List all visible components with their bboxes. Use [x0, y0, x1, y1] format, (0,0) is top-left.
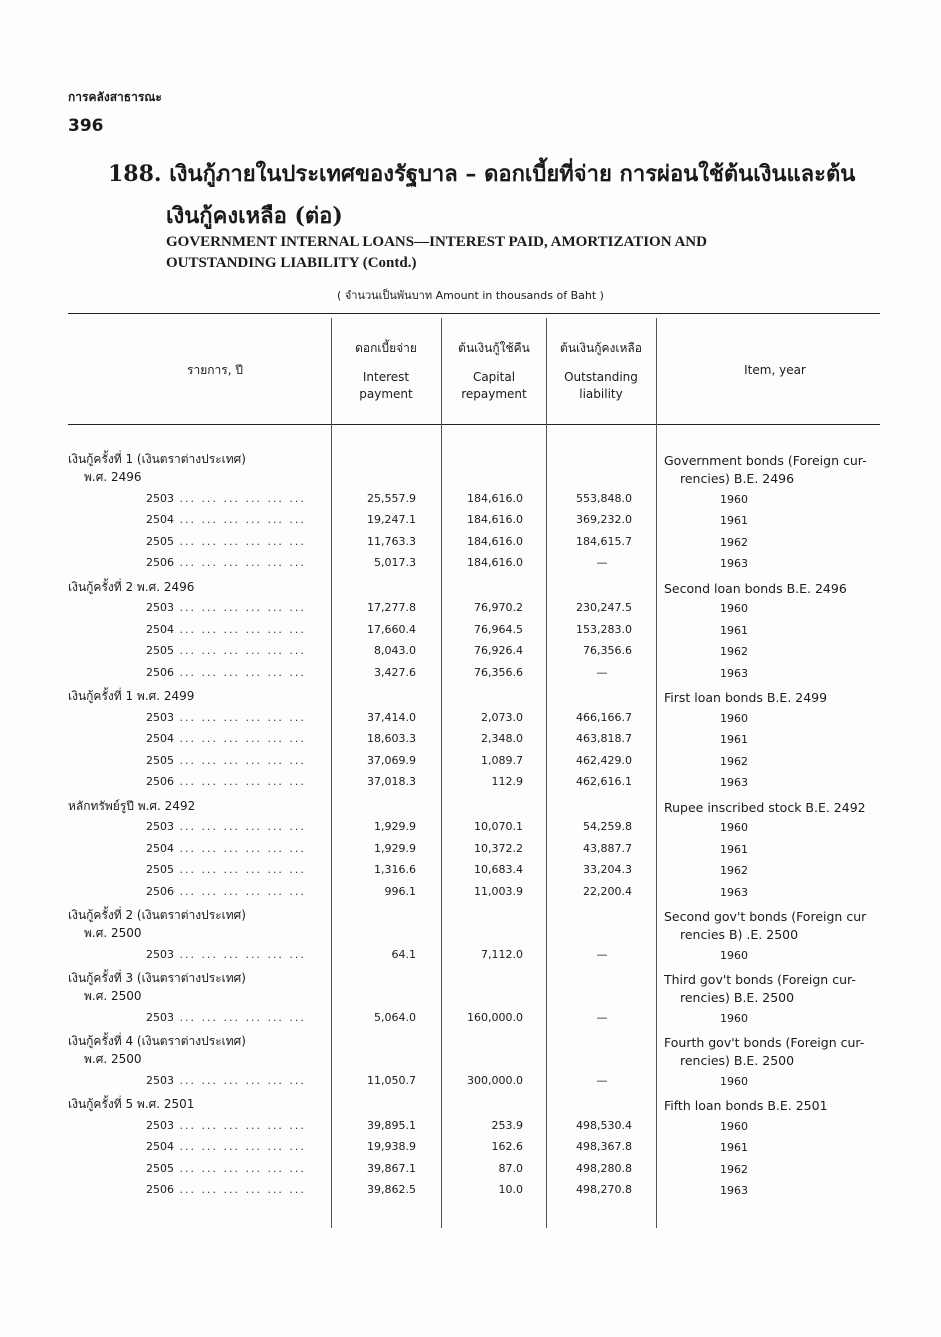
- row-year-ad: 1962: [720, 754, 748, 768]
- group-label-english: Second gov't bonds (Foreign cur: [664, 909, 867, 924]
- group-label-english: Rupee inscribed stock B.E. 2492: [664, 799, 866, 815]
- row-year-be: 2503 ... ... ... ... ... ...: [146, 820, 306, 833]
- row-year-be: 2506 ... ... ... ... ... ...: [146, 884, 306, 898]
- row-year-ad: 1961: [720, 733, 748, 746]
- row-year-ad: 1962: [720, 645, 748, 658]
- group-label-english-sub: rencies B) .E. 2500: [680, 927, 799, 942]
- cell-capital: 160,000.0: [467, 1010, 523, 1024]
- cell-capital: 2,348.0: [481, 732, 523, 745]
- cell-interest: 37,414.0: [367, 710, 416, 724]
- row-year-be: 2503 ... ... ... ... ... ...: [146, 491, 306, 505]
- table-title-thai-line2: เงินกู้คงเหลือ (ต่อ): [166, 203, 343, 229]
- cell-capital: 1,089.7: [481, 753, 523, 767]
- cell-capital: 253.9: [491, 1118, 523, 1132]
- group-label-thai-sub: พ.ศ. 2500: [84, 989, 142, 1003]
- cell-outstanding: —: [596, 665, 608, 679]
- group-label-english: Third gov't bonds (Foreign cur-: [664, 972, 856, 987]
- cell-outstanding: 153,283.0: [576, 622, 632, 636]
- cell-outstanding: 33,204.3: [583, 863, 632, 876]
- cell-outstanding: 22,200.4: [583, 884, 632, 898]
- row-year-be: 2506 ... ... ... ... ... ...: [146, 665, 306, 679]
- group-label-thai-sub: พ.ศ. 2500: [84, 1052, 142, 1066]
- dot-leader: ... ... ... ... ... ...: [174, 884, 306, 898]
- header-capital-thai: ต้นเงินกู้ใช้คืน: [458, 341, 530, 355]
- cell-interest: 64.1: [391, 947, 416, 961]
- dot-leader: ... ... ... ... ... ...: [174, 1118, 306, 1132]
- dot-leader: ... ... ... ... ... ...: [174, 665, 306, 679]
- cell-capital: 162.6: [491, 1140, 523, 1153]
- header-outstanding-english: Outstanding liability: [564, 370, 638, 401]
- group-label-thai: เงินกู้ครั้งที่ 2 (เงินตราต่างประเทศ): [68, 908, 246, 922]
- dot-leader: ... ... ... ... ... ...: [174, 1183, 306, 1196]
- row-year-ad: 1963: [720, 557, 748, 570]
- cell-interest: 37,018.3: [367, 775, 416, 788]
- cell-outstanding: 463,818.7: [576, 732, 632, 745]
- row-year-be: 2505 ... ... ... ... ... ...: [146, 863, 306, 876]
- group-label-english-sub: rencies) B.E. 2500: [680, 990, 795, 1005]
- dot-leader: ... ... ... ... ... ...: [174, 534, 306, 548]
- row-year-be: 2505 ... ... ... ... ... ...: [146, 534, 306, 548]
- group-label-thai: เงินกู้ครั้งที่ 5 พ.ศ. 2501: [68, 1097, 195, 1111]
- cell-capital: 76,926.4: [474, 644, 523, 657]
- cell-capital: 184,616.0: [467, 491, 523, 505]
- header-interest-english: Interest payment: [359, 370, 413, 401]
- row-year-be: 2505 ... ... ... ... ... ...: [146, 753, 306, 767]
- row-year-ad: 1963: [720, 776, 748, 789]
- group-label-english: Second loan bonds B.E. 2496: [664, 580, 847, 596]
- row-year-be: 2504 ... ... ... ... ... ...: [146, 841, 306, 855]
- cell-outstanding: 498,280.8: [576, 1161, 632, 1175]
- dot-leader: ... ... ... ... ... ...: [174, 556, 306, 569]
- dot-leader: ... ... ... ... ... ...: [174, 622, 306, 636]
- group-label-thai-sub: พ.ศ. 2496: [84, 470, 142, 484]
- group-label-english: First loan bonds B.E. 2499: [664, 690, 828, 705]
- running-head: การคลังสาธารณะ: [68, 90, 162, 104]
- cell-interest: 5,017.3: [374, 556, 416, 569]
- cell-outstanding: 498,367.8: [576, 1140, 632, 1153]
- row-year-be: 2506 ... ... ... ... ... ...: [146, 1183, 306, 1196]
- dot-leader: ... ... ... ... ... ...: [174, 1140, 306, 1153]
- row-year-ad: 1963: [720, 885, 748, 899]
- row-year-be: 2503 ... ... ... ... ... ...: [146, 1010, 306, 1024]
- table-title-thai-line1: เงินกู้ภายในประเทศของรัฐบาล – ดอกเบี้ยที่จ่าย การผ่อนใช้ต้นเงินและต้น: [169, 161, 856, 187]
- row-year-be: 2503 ... ... ... ... ... ...: [146, 1118, 306, 1132]
- cell-capital: 87.0: [498, 1161, 523, 1175]
- group-label-thai-sub: พ.ศ. 2500: [84, 926, 142, 940]
- cell-capital: 2,073.0: [481, 710, 523, 724]
- cell-capital: 76,964.5: [474, 622, 523, 636]
- group-label-thai: เงินกู้ครั้งที่ 1 (เงินตราต่างประเทศ): [68, 452, 246, 466]
- cell-capital: 10,070.1: [474, 820, 523, 833]
- group-label-english: Fourth gov't bonds (Foreign cur-: [664, 1035, 865, 1050]
- row-year-be: 2504 ... ... ... ... ... ...: [146, 513, 306, 526]
- group-label-thai: เงินกู้ครั้งที่ 2 พ.ศ. 2496: [68, 579, 195, 594]
- dot-leader: ... ... ... ... ... ...: [174, 753, 306, 767]
- cell-interest: 37,069.9: [367, 753, 416, 767]
- row-year-ad: 1963: [720, 666, 748, 680]
- dot-leader: ... ... ... ... ... ...: [174, 732, 306, 745]
- group-label-thai: หลักทรัพย์รูปี พ.ศ. 2492: [68, 798, 196, 813]
- cell-outstanding: 54,259.8: [583, 820, 632, 833]
- cell-capital: 184,616.0: [467, 513, 523, 526]
- dot-leader: ... ... ... ... ... ...: [174, 775, 306, 788]
- table-number: 188.: [108, 161, 162, 187]
- row-year-ad: 1960: [720, 1119, 748, 1133]
- cell-interest: 17,277.8: [367, 601, 416, 614]
- cell-interest: 1,316.6: [374, 863, 416, 876]
- row-year-ad: 1960: [720, 492, 748, 506]
- dot-leader: ... ... ... ... ... ...: [174, 1010, 306, 1024]
- cell-interest: 8,043.0: [374, 644, 416, 657]
- cell-capital: 184,616.0: [467, 556, 523, 569]
- dot-leader: ... ... ... ... ... ...: [174, 601, 306, 614]
- cell-interest: 39,867.1: [367, 1161, 416, 1175]
- row-year-be: 2503 ... ... ... ... ... ...: [146, 947, 306, 961]
- dot-leader: ... ... ... ... ... ...: [174, 1161, 306, 1175]
- cell-capital: 10,683.4: [474, 863, 523, 876]
- row-year-ad: 1962: [720, 1162, 748, 1176]
- dot-leader: ... ... ... ... ... ...: [174, 841, 306, 855]
- cell-outstanding: 369,232.0: [576, 513, 632, 526]
- row-year-ad: 1960: [720, 1011, 748, 1025]
- cell-outstanding: —: [596, 947, 608, 961]
- cell-capital: 184,616.0: [467, 534, 523, 548]
- cell-capital: 7,112.0: [481, 947, 523, 961]
- row-year-be: 2506 ... ... ... ... ... ...: [146, 556, 306, 569]
- table-title-english-line1: GOVERNMENT INTERNAL LOANS—INTEREST PAID, AMORTIZATION AND: [166, 234, 707, 250]
- group-label-english-sub: rencies) B.E. 2500: [680, 1053, 795, 1068]
- row-year-be: 2506 ... ... ... ... ... ...: [146, 775, 306, 788]
- header-item-thai: รายการ, ปี: [187, 363, 243, 377]
- units-note: ( จำนวนเป็นพันบาท Amount in thousands of Baht ): [337, 289, 604, 302]
- row-year-be: 2503 ... ... ... ... ... ...: [146, 1073, 306, 1087]
- cell-interest: 18,603.3: [367, 732, 416, 745]
- cell-interest: 17,660.4: [367, 622, 416, 636]
- cell-interest: 25,557.9: [367, 491, 416, 505]
- row-year-ad: 1960: [720, 602, 748, 615]
- table-title-english-line2: OUTSTANDING LIABILITY (Contd.): [166, 255, 417, 271]
- cell-interest: 3,427.6: [374, 665, 416, 679]
- cell-outstanding: 462,616.1: [576, 775, 632, 788]
- row-year-be: 2504 ... ... ... ... ... ...: [146, 1140, 306, 1153]
- cell-interest: 1,929.9: [374, 820, 416, 833]
- cell-outstanding: 230,247.5: [576, 601, 632, 614]
- cell-capital: 76,970.2: [474, 601, 523, 614]
- row-year-ad: 1962: [720, 535, 748, 549]
- row-year-ad: 1961: [720, 842, 748, 856]
- cell-capital: 10,372.2: [474, 841, 523, 855]
- header-outstanding-thai: ต้นเงินกู้คงเหลือ: [560, 341, 642, 355]
- dot-leader: ... ... ... ... ... ...: [174, 947, 306, 961]
- row-year-ad: 1962: [720, 864, 748, 877]
- row-year-be: 2505 ... ... ... ... ... ...: [146, 1161, 306, 1175]
- row-year-ad: 1960: [720, 821, 748, 834]
- group-label-english: Government bonds (Foreign cur-: [664, 453, 867, 468]
- row-year-ad: 1960: [720, 711, 748, 725]
- cell-interest: 11,050.7: [367, 1073, 416, 1087]
- cell-outstanding: 184,615.7: [576, 534, 632, 548]
- row-year-ad: 1961: [720, 514, 748, 527]
- page-number: 396: [68, 116, 104, 136]
- row-year-ad: 1960: [720, 1074, 748, 1088]
- cell-outstanding: 76,356.6: [583, 644, 632, 657]
- dot-leader: ... ... ... ... ... ...: [174, 1073, 306, 1087]
- cell-capital: 11,003.9: [474, 884, 523, 898]
- cell-outstanding: 498,530.4: [576, 1118, 632, 1132]
- group-label-thai: เงินกู้ครั้งที่ 3 (เงินตราต่างประเทศ): [68, 971, 246, 985]
- row-year-be: 2505 ... ... ... ... ... ...: [146, 644, 306, 657]
- cell-outstanding: —: [596, 1010, 608, 1024]
- dot-leader: ... ... ... ... ... ...: [174, 863, 306, 876]
- row-year-be: 2503 ... ... ... ... ... ...: [146, 601, 306, 614]
- row-year-ad: 1963: [720, 1184, 748, 1197]
- dot-leader: ... ... ... ... ... ...: [174, 644, 306, 657]
- dot-leader: ... ... ... ... ... ...: [174, 491, 306, 505]
- header-item-english: Item, year: [744, 363, 806, 377]
- row-year-be: 2503 ... ... ... ... ... ...: [146, 710, 306, 724]
- row-year-be: 2504 ... ... ... ... ... ...: [146, 622, 306, 636]
- cell-outstanding: —: [596, 1073, 608, 1087]
- group-label-english-sub: rencies) B.E. 2496: [680, 471, 795, 486]
- cell-capital: 112.9: [491, 775, 523, 788]
- cell-interest: 19,938.9: [367, 1140, 416, 1153]
- cell-outstanding: 553,848.0: [576, 491, 632, 505]
- dot-leader: ... ... ... ... ... ...: [174, 513, 306, 526]
- cell-outstanding: 466,166.7: [576, 710, 632, 724]
- cell-outstanding: 43,887.7: [583, 841, 632, 855]
- cell-interest: 19,247.1: [367, 513, 416, 526]
- group-label-thai: เงินกู้ครั้งที่ 4 (เงินตราต่างประเทศ): [68, 1034, 246, 1048]
- cell-interest: 11,763.3: [367, 534, 416, 548]
- cell-outstanding: 498,270.8: [576, 1183, 632, 1196]
- cell-interest: 39,895.1: [367, 1118, 416, 1132]
- cell-interest: 39,862.5: [367, 1183, 416, 1196]
- cell-interest: 1,929.9: [374, 841, 416, 855]
- header-capital-english: Capital repayment: [461, 370, 527, 401]
- row-year-ad: 1960: [720, 948, 748, 962]
- cell-capital: 10.0: [498, 1183, 523, 1196]
- dot-leader: ... ... ... ... ... ...: [174, 820, 306, 833]
- cell-outstanding: 462,429.0: [576, 753, 632, 767]
- dot-leader: ... ... ... ... ... ...: [174, 710, 306, 724]
- row-year-ad: 1961: [720, 1141, 748, 1154]
- cell-capital: 76,356.6: [474, 665, 523, 679]
- cell-interest: 5,064.0: [374, 1010, 416, 1024]
- row-year-ad: 1961: [720, 623, 748, 637]
- row-year-be: 2504 ... ... ... ... ... ...: [146, 732, 306, 745]
- cell-capital: 300,000.0: [467, 1073, 523, 1087]
- group-label-thai: เงินกู้ครั้งที่ 1 พ.ศ. 2499: [68, 689, 195, 703]
- cell-outstanding: —: [596, 556, 608, 569]
- cell-interest: 996.1: [384, 884, 416, 898]
- group-label-english: Fifth loan bonds B.E. 2501: [664, 1098, 828, 1113]
- header-interest-thai: ดอกเบี้ยจ่าย: [355, 341, 417, 355]
